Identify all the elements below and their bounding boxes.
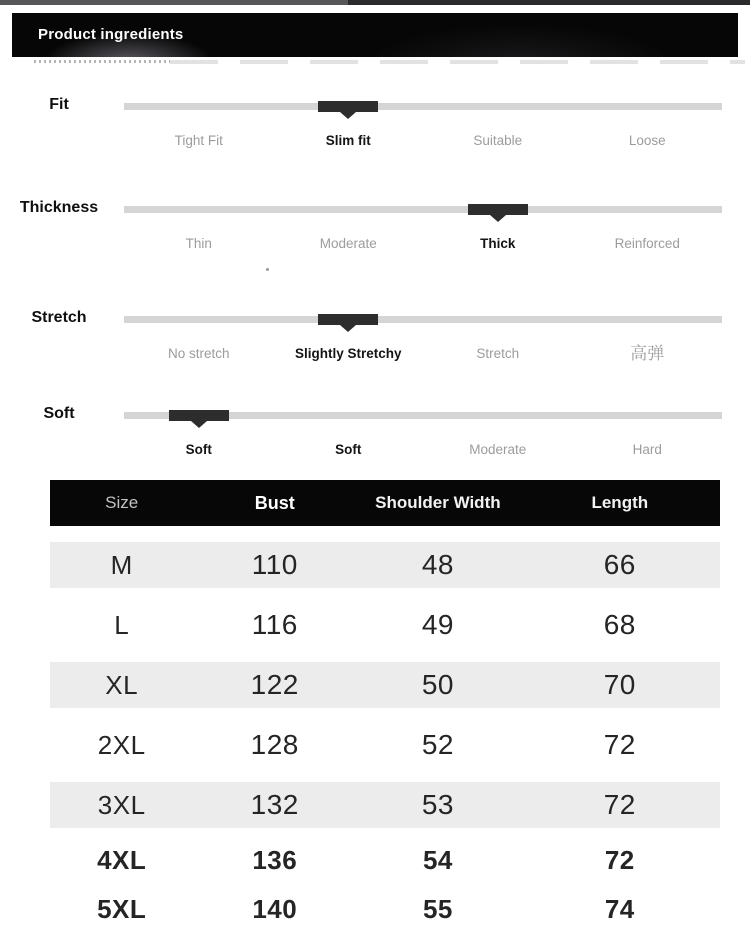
cell-length: 66 bbox=[603, 549, 636, 580]
cell-bust: 136 bbox=[252, 845, 298, 875]
stretch-option: No stretch bbox=[167, 346, 230, 361]
cell-bust: 110 bbox=[251, 549, 298, 580]
cell-shoulder: 50 bbox=[421, 669, 454, 700]
dashed-divider bbox=[170, 60, 745, 64]
top-edge-strip-right bbox=[348, 0, 750, 5]
thickness-option: Thick bbox=[480, 236, 516, 251]
slider-label-stretch: Stretch bbox=[31, 309, 87, 326]
table-row bbox=[50, 535, 720, 595]
fit-option: Slim fit bbox=[325, 133, 371, 148]
slider-row-fit bbox=[0, 95, 750, 165]
slider-row-stretch bbox=[0, 308, 750, 378]
thickness-slider-marker bbox=[468, 204, 528, 215]
cell-size: 3XL bbox=[97, 789, 146, 820]
cell-length: 70 bbox=[603, 669, 636, 700]
fit-option: Loose bbox=[628, 133, 666, 148]
cell-size: L bbox=[114, 609, 130, 640]
cell-size: 4XL bbox=[97, 845, 147, 875]
thickness-option: Thin bbox=[185, 236, 212, 251]
soft-option: Soft bbox=[335, 442, 362, 457]
column-header-size: Size bbox=[105, 493, 139, 512]
dotted-divider bbox=[34, 60, 170, 63]
thickness-option: Reinforced bbox=[614, 236, 680, 251]
speck bbox=[266, 268, 269, 271]
fit-slider-marker bbox=[318, 101, 378, 112]
cell-bust: 116 bbox=[251, 609, 298, 640]
table-row bbox=[50, 715, 720, 775]
slider-label-thickness: Thickness bbox=[19, 199, 99, 216]
table-row bbox=[50, 835, 720, 886]
cell-shoulder: 49 bbox=[421, 609, 454, 640]
fit-option: Tight Fit bbox=[174, 133, 223, 148]
column-header-length: Length bbox=[591, 493, 649, 512]
cell-size: 2XL bbox=[97, 729, 146, 760]
thickness-option-labels bbox=[124, 234, 722, 254]
cell-shoulder: 55 bbox=[422, 893, 453, 924]
thickness-option: Moderate bbox=[319, 236, 377, 251]
stretch-option-labels bbox=[124, 344, 722, 364]
cell-bust: 128 bbox=[250, 729, 299, 760]
stretch-option: 高弹 bbox=[630, 344, 665, 363]
top-edge-strip-left bbox=[0, 0, 348, 5]
thickness-slider-track bbox=[124, 206, 722, 213]
stretch-slider-marker bbox=[318, 314, 378, 325]
cell-shoulder: 53 bbox=[421, 789, 454, 820]
column-header-bust: Bust bbox=[254, 492, 295, 513]
table-row bbox=[50, 595, 720, 655]
size-table bbox=[50, 480, 720, 924]
soft-option: Hard bbox=[632, 442, 662, 457]
cell-bust: 140 bbox=[252, 893, 298, 924]
cell-bust: 122 bbox=[250, 669, 299, 700]
cell-length: 72 bbox=[604, 845, 635, 875]
cell-length: 72 bbox=[603, 729, 636, 760]
cell-length: 74 bbox=[604, 893, 635, 924]
column-header-shoulder-width: Shoulder Width bbox=[375, 493, 501, 512]
table-row bbox=[50, 886, 720, 930]
cell-size: M bbox=[110, 549, 133, 580]
section-header-banner bbox=[12, 13, 738, 57]
cell-length: 72 bbox=[603, 789, 636, 820]
stretch-option: Slightly Stretchy bbox=[294, 346, 402, 361]
cell-bust: 132 bbox=[250, 789, 299, 820]
cell-shoulder: 54 bbox=[422, 845, 453, 875]
cell-shoulder: 52 bbox=[421, 729, 454, 760]
size-table-body bbox=[50, 535, 720, 930]
slider-label-fit: Fit bbox=[49, 96, 69, 113]
soft-slider-track bbox=[124, 412, 722, 419]
size-table-header bbox=[50, 480, 720, 526]
soft-slider-marker bbox=[169, 410, 229, 421]
soft-option: Moderate bbox=[469, 442, 527, 457]
stretch-slider-track bbox=[124, 316, 722, 323]
fit-slider-track bbox=[124, 103, 722, 110]
slider-row-thickness bbox=[0, 198, 750, 268]
slider-row-soft bbox=[0, 404, 750, 474]
fit-option-labels bbox=[124, 131, 722, 151]
cell-length: 68 bbox=[603, 609, 636, 640]
fit-option: Suitable bbox=[473, 133, 523, 148]
slider-label-soft: Soft bbox=[43, 405, 75, 422]
soft-option: Soft bbox=[185, 442, 212, 457]
table-row bbox=[50, 655, 720, 715]
section-title: Product ingredients bbox=[38, 26, 184, 43]
cell-shoulder: 48 bbox=[421, 549, 454, 580]
stretch-option: Stretch bbox=[476, 346, 520, 361]
table-row bbox=[50, 775, 720, 835]
cell-size: XL bbox=[105, 669, 139, 700]
soft-option-labels bbox=[124, 440, 722, 460]
cell-size: 5XL bbox=[97, 893, 147, 924]
